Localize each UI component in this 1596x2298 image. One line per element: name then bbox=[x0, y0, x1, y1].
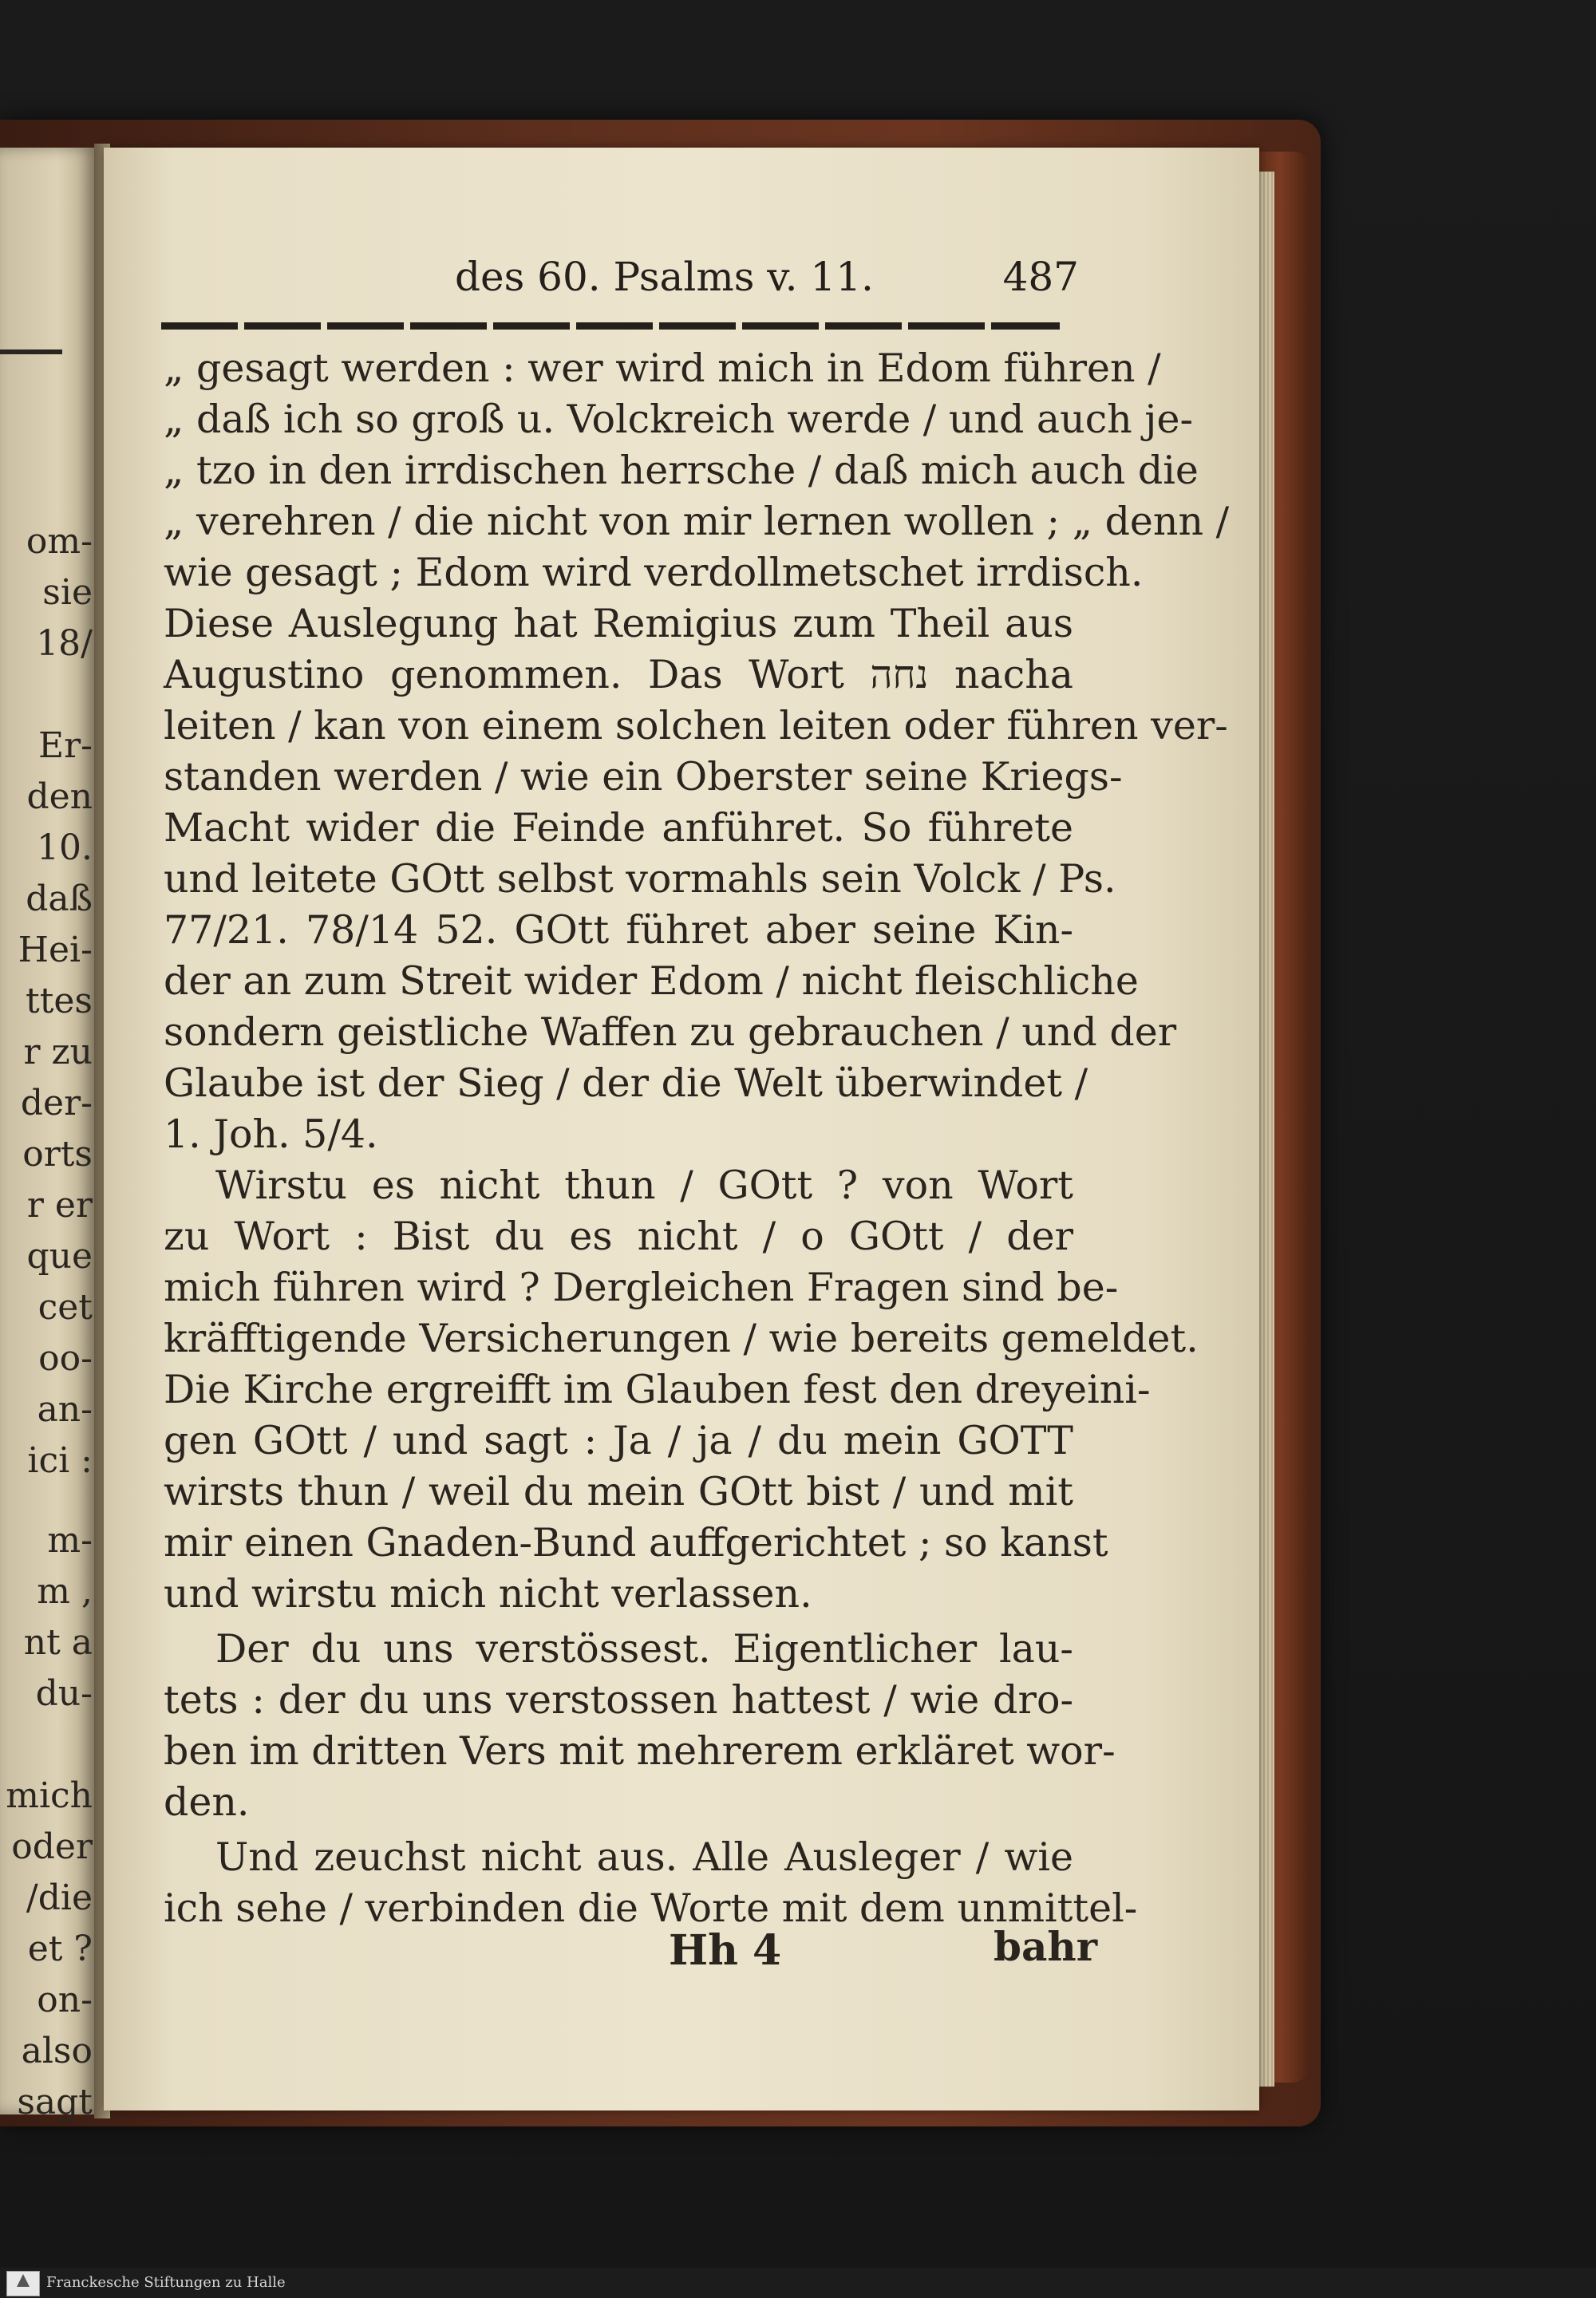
text-line: und wirstu mich nicht verlassen. bbox=[164, 1571, 812, 1617]
running-head: des 60. Psalms v. 11. bbox=[455, 254, 874, 300]
left-page-fragment: m , bbox=[37, 1571, 93, 1612]
text-line: der an zum Streit wider Edom / nicht fleischliche bbox=[164, 958, 1139, 1004]
text-line: 1. Joh. 5/4. bbox=[164, 1111, 378, 1157]
text-line: tets : der du uns verstossen hattest / wie dro- bbox=[164, 1677, 1073, 1723]
left-page-fragment: ici : bbox=[27, 1440, 93, 1481]
text-line: standen werden / wie ein Oberster seine Kriegs- bbox=[164, 754, 1123, 800]
text-line: sondern geistliche Waffen zu gebrauchen / und der bbox=[164, 1009, 1177, 1055]
left-page-fragment: an- bbox=[37, 1389, 93, 1430]
left-page-fragment: om- bbox=[26, 521, 93, 562]
text-line: den. bbox=[164, 1779, 250, 1825]
left-page-fragment: oder bbox=[11, 1826, 93, 1867]
text-line: „ daß ich so groß u. Volckreich werde / und auch je- bbox=[164, 397, 1194, 442]
text-line: 77/21. 78/14 52. GOtt führet aber seine Kin- bbox=[164, 907, 1073, 953]
left-page-fragment: m- bbox=[47, 1520, 93, 1561]
left-page-fragment: Hei- bbox=[18, 930, 93, 970]
left-page-fragment: cet bbox=[38, 1287, 93, 1328]
left-page-fragment: 18/ bbox=[36, 623, 93, 664]
footer-credit: Franckesche Stiftungen zu Halle bbox=[46, 2274, 286, 2291]
text-line: wie gesagt ; Edom wird verdollmetschet irrdisch. bbox=[164, 550, 1144, 595]
left-page-fragment: nt a bbox=[23, 1622, 93, 1663]
text-line: Wirstu es nicht thun / GOtt ? von Wort bbox=[215, 1163, 1073, 1208]
left-page bbox=[0, 148, 96, 2122]
left-page-fragment: ttes bbox=[26, 981, 93, 1021]
text-line: „ gesagt werden : wer wird mich in Edom führen / bbox=[164, 345, 1161, 391]
header-rule bbox=[161, 322, 1060, 330]
left-page-fragment: mich bbox=[6, 1775, 93, 1816]
text-line: Augustino genommen. Das Wort נחה nacha bbox=[164, 652, 1074, 697]
text-line: und leitete GOtt selbst vormahls sein Volck / Ps. bbox=[164, 856, 1116, 902]
text-line: Macht wider die Feinde anführet. So führete bbox=[164, 805, 1073, 851]
text-line: „ tzo in den irrdischen herrsche / daß mich auch die bbox=[164, 448, 1199, 493]
left-page-fragment: /die bbox=[26, 1877, 93, 1918]
text-line: ich sehe / verbinden die Worte mit dem unmittel- bbox=[164, 1885, 1138, 1931]
left-page-fragment: du- bbox=[35, 1673, 93, 1714]
text-line: Glaube ist der Sieg / der die Welt überwindet / bbox=[164, 1060, 1088, 1106]
left-page-fragment: on- bbox=[37, 1980, 93, 2020]
left-page-fragment: 10. bbox=[37, 827, 93, 868]
signature-mark: Hh 4 bbox=[669, 1926, 782, 1975]
text-line: Die Kirche ergreifft im Glauben fest den dreyeini- bbox=[164, 1367, 1151, 1412]
left-page-fragment: r er bbox=[26, 1185, 93, 1226]
left-page-fragment: also bbox=[21, 2031, 93, 2071]
left-page-fragment: r zu bbox=[23, 1032, 93, 1072]
footer-bar bbox=[0, 2268, 1596, 2298]
left-page-fragment: den bbox=[26, 776, 93, 817]
left-page-rule bbox=[0, 349, 62, 354]
text-line: Diese Auslegung hat Remigius zum Theil aus bbox=[164, 601, 1073, 646]
text-line: wirsts thun / weil du mein GOtt bist / und mit bbox=[164, 1469, 1073, 1514]
left-page-fragment: daß bbox=[26, 879, 93, 919]
text-line: mich führen wird ? Dergleichen Fragen sind be- bbox=[164, 1265, 1119, 1310]
left-page-fragment: Er- bbox=[38, 725, 93, 766]
text-line: gen GOtt / und sagt : Ja / ja / du mein GOTT bbox=[164, 1418, 1073, 1463]
page-edges bbox=[1257, 172, 1274, 2087]
text-line: „ verehren / die nicht von mir lernen wollen ; „ denn / bbox=[164, 499, 1230, 544]
text-line: kräfftigende Versicherungen / wie bereits gemeldet. bbox=[164, 1316, 1199, 1361]
left-page-fragment: sie bbox=[42, 572, 93, 613]
left-page-fragment: oo- bbox=[38, 1338, 93, 1379]
text-line: zu Wort : Bist du es nicht / o GOtt / der bbox=[164, 1214, 1073, 1259]
institution-logo-icon bbox=[6, 2271, 40, 2296]
text-line: leiten / kan von einem solchen leiten oder führen ver- bbox=[164, 703, 1228, 748]
text-line: ben im dritten Vers mit mehrerem erkläret wor- bbox=[164, 1728, 1116, 1774]
page-number: 487 bbox=[1002, 254, 1079, 300]
left-page-fragment: orts bbox=[22, 1134, 93, 1175]
catchword: bahr bbox=[994, 1923, 1098, 1970]
text-line: Der du uns verstössest. Eigentlicher lau- bbox=[215, 1626, 1073, 1672]
left-page-fragment: que bbox=[26, 1236, 93, 1277]
text-line: Und zeuchst nicht aus. Alle Ausleger / wie bbox=[215, 1834, 1073, 1880]
left-page-fragment: der- bbox=[20, 1083, 93, 1123]
left-page-fragment: sagt bbox=[17, 2082, 93, 2122]
left-page-fragment: et ? bbox=[27, 1929, 93, 1969]
text-line: mir einen Gnaden-Bund auffgerichtet ; so kanst bbox=[164, 1520, 1108, 1566]
